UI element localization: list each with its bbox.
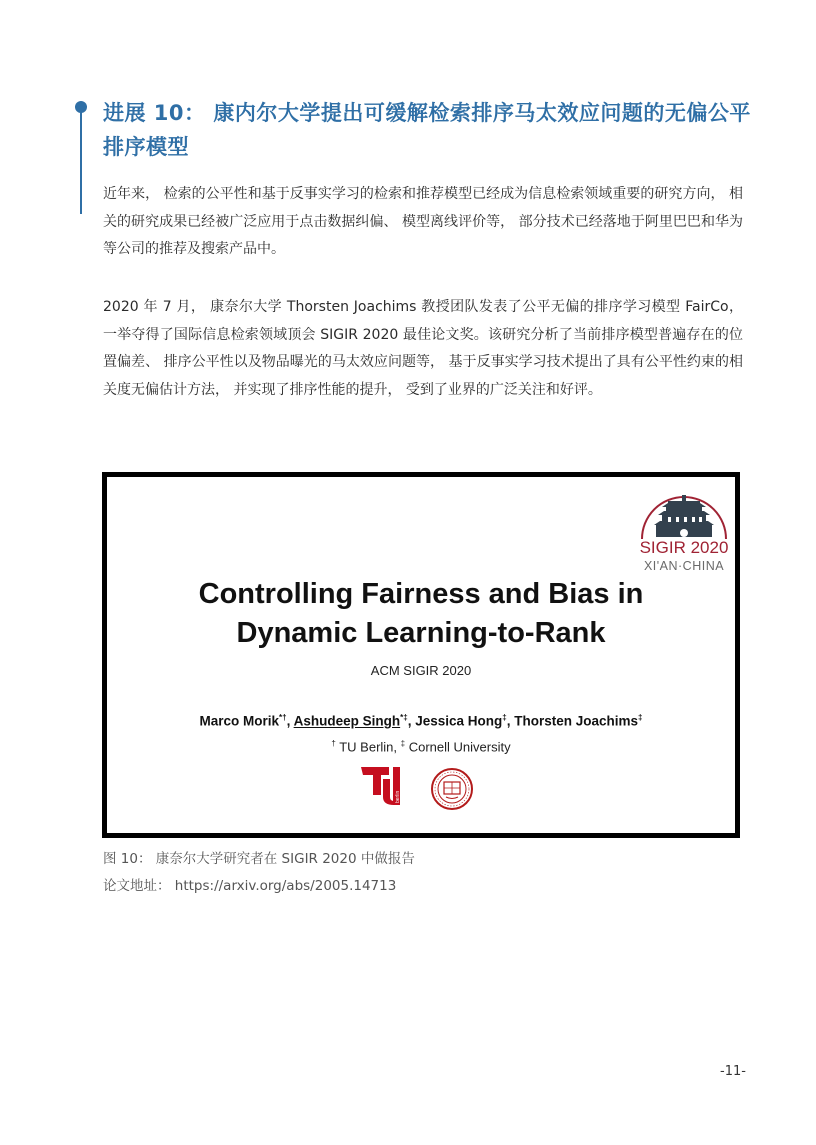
author-separator: , [286,713,294,729]
author-separator: , [407,713,416,729]
heading-marker-line [80,112,82,214]
venue-label: ACM SIGIR 2020 [370,663,472,678]
paper-title-line-2: Dynamic Learning-to-Rank [236,617,606,649]
paper-url-caption: 论文地址： https://arxiv.org/abs/2005.14713 [103,878,397,894]
author-name: Marco Morik [199,713,280,729]
paper-title [107,575,735,653]
section-heading: 进展 10： 康内尔大学提出可缓解检索排序马太效应问题的无偏公平排序模型 [103,101,751,159]
affiliation-mark: ‡ [400,739,406,748]
paragraph-1: 近年来， 检索的公平性和基于反事实学习的检索和推荐模型已经成为信息检索领域重要的研究方向， 相关的研究成果已经被广泛应用于点击数据纠偏、 模型离线评价等， 部分技术已经落地于阿里巴巴和华为等公司的推荐及搜索产品中。 [103,186,743,257]
affiliation-name: TU Berlin [339,739,394,755]
sigir-logo-title: SIGIR 2020 [639,538,729,557]
affiliation-name: Cornell University [408,739,511,755]
author-mark: *† [279,713,287,722]
tu-berlin-logo-icon [359,765,409,807]
figure-caption: 图 10： 康奈尔大学研究者在 SIGIR 2020 中做报告 [103,851,415,867]
author-mark: ‡ [638,713,643,722]
paragraph-2: 2020 年 7 月， 康奈尔大学 Thorsten Joachims 教授团队发表了公平无偏的排序学习模型 FairCo，一举夺得了国际信息检索领域顶会 SIGIR 2020 最佳论文奖。该研究分析了当前排序模型普遍存在的位置偏差、 排序公平性以及物品曝光的马太效应问题等， 基于反事实学习技术提出了具有公平性约束的相关度无偏估计方法， 并实现了排序性能的提升， 受到了业界的广泛关注和好评。 [103,299,743,398]
author-name: Thorsten Joachims [514,713,639,729]
affiliations: † TU Berlin, ‡ Cornell University [331,739,511,755]
author-name-presenter: Ashudeep Singh [293,713,401,729]
author-name: Jessica Hong [415,713,503,729]
page-number: -11- [720,1064,746,1079]
paper-title-line-1: Controlling Fairness and Bias in [198,578,644,610]
sigir-logo-subtitle: XI'AN·CHINA [643,559,725,573]
tu-logo-text: berlin [395,790,401,803]
author-list [107,713,735,729]
paper-title-slide-figure [102,472,740,838]
author-mark: *‡ [400,713,408,722]
author-mark: ‡ [502,713,507,722]
cornell-university-seal-icon [430,767,474,811]
sigir-xian-tower-logo-icon [638,485,730,541]
affiliation-mark: † [331,739,336,748]
author-separator: , [506,713,515,729]
